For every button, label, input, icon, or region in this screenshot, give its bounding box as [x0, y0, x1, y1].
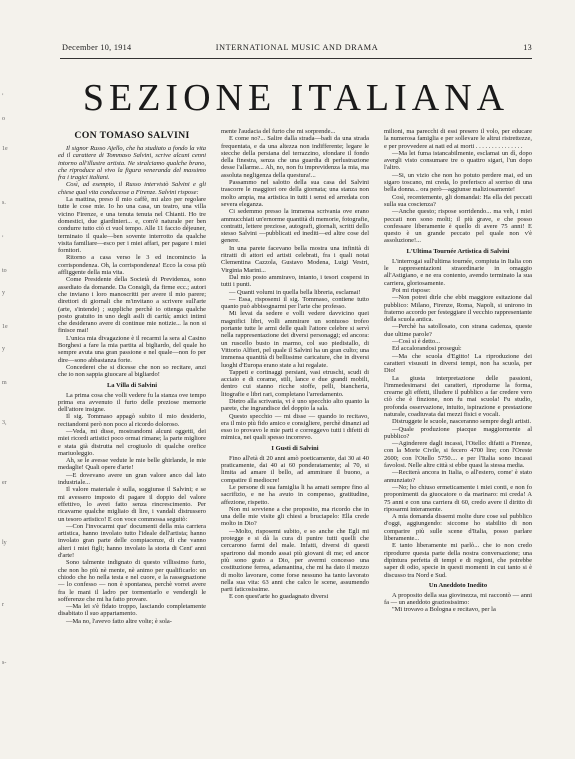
paragraph: A proposito della sua giovinezza, mi raccontò — anni fa — un aneddoto graziosissimo: [384, 591, 532, 607]
binding-edge: , o 1e s. , to y 1e y m 3, er ly r s- [2, 90, 8, 666]
paragraph: Ci sedemmo presso la immensa scrivania ove erano ammucchiati un'ernorme quantità di memorie, fotografie, contratti, lettere preziose, autografi, giornali, scritti dello stesso Salvini —pubblicati ed inediti—ed altre cose del genere. [221, 208, 369, 245]
paragraph: Così, ad esempio, il Russo intervistò Salvini e gli chiese qual vita conducesse a Firenze. Salvini rispose: [58, 181, 206, 196]
paragraph: L'interrogai sull'ultima tournée, compiuta in Italia con le rappresentazioni straordinarie in omaggio all'Astigiano, e ne era contento, avendo terminato la sua carriera, gloriosamente. [384, 257, 532, 287]
paragraph: Poi mi rispose: [392, 286, 431, 294]
paragraph: Mi levai da sedere e volli vedere davvicino quei magnifici libri, volli ammirare un sontuoso trofeo portante tutte le armi delle quali l'attore celebre si servì nella rappresentazione dei diversi personaggi; ed ancora: un ruscello busto in marmo, col suo piedistallo, di Vittorio Alfieri, pel quale il Salvini ha un gran culto; una immensa quantità di bellissime caricature, che in diversi luoghi d'Europa erano state a lui regalate. [221, 310, 369, 369]
paragraph: Le persone di sua famiglia li ha amati sempre fino al sacrifizio, e ne ha avuto in compenso, gratitudine, affezione, rispetto. [221, 483, 369, 506]
magazine-name: INTERNATIONAL MUSIC AND DRAMA [215, 43, 379, 52]
paragraph: —Non potrei dirle che ebbi maggiore esitazione dal pubblico: Milano, Firenze, Roma, Napoli, si unirono in fraterno accordo per festeggiare il vecchio rappresentante della scuola antica. [384, 294, 532, 324]
paragraph: La mattina, preso il mio caffè, mi alzo per regolare tutte le cose mie. Io ho una casa, un teatro, una villa vicino Firenze, e una tenuta tenuta nel Chianti. Ho tre domestici, due giardinieri... e, com'è naturale per ben condurre tutto ciò ci vuol tempo. Alle 11 faccio déjeuner, terminato il quale—ben sovente interrotto da qualche visita familiare—esco per i miei affari, per pagare i miei fornitori. [58, 196, 206, 255]
paragraph: L'unica mia divagazione è il recarmi la sera al Casino Borghesi a fare la mia partita al bigliardo, del quale ho sempre avuta una gran passione e nel quale—non fo per dire—sono abbastanza forte. [58, 334, 206, 364]
paragraph: Il signor Russo Ajello, che ha studiato a fondo la vita ed il carattere di Tommaso Salvini, scrive alcuni cenni intorno all'illustre artista. Ne stralciamo qualche brano, che riproduce al vivo la figura veneranda del massimo fra i tragici italiani. [58, 145, 206, 182]
paragraph: Distruggete le scuole, nasceranno sempre degli artisti. [392, 418, 532, 426]
paragraph: —Ma lei s'è fidato troppo, lasciando completamente disabitato il suo appartamento. [58, 603, 206, 618]
paragraph: La giusta interpretazione delle passioni, l'immedesimarsi dei caratteri, riprodurne la forma, crearne gli effetti, illudere il pubblico a far credere vero ciò che è finzione, non fu mai scuola! Fu studio, profonda osservazione, intuito, ispirazione e prestazione naturale, coadiuvata dai mezzi fisici e vocali. [384, 374, 532, 418]
paragraph: —Reciterà ancora in Italia, o all'estero, come' è stato annunziato? [384, 469, 532, 484]
subheading: La Villa di Salvini [106, 381, 158, 389]
paragraph: —Perchè ha satollosato, con strana cadenza, queste due ultime parole? [384, 323, 532, 338]
article-heading: CON TOMASO SALVINI [74, 130, 190, 141]
paragraph: —Con l'invocarmi que' documenti della mia carriera artistica, hanno involato tutto l'ideale dell'artista; hanno involato gran parte delle compiacenze, di che vanno alteri i miei figli; hanno involato la storia di Cent' anni d'arte! [58, 522, 206, 560]
subheading: Un Aneddoto Inedito [428, 581, 488, 589]
paragraph: —Si, un vizio che non ho potuto perdere mai, ed un sigaro toscano, mi creda, lo preferisco al sorriso di una bella donna... ora però—aggiunse maliziosamente! [384, 171, 532, 194]
paragraph: —Anche questo; rispose sorridendo... ma veh, i miei peccati non sono molti; il più grave, e che posso confessare liberamente è quello di avere 75 anni! E questo è un grande peccato pel quale non v'è assoluzione!... [384, 208, 532, 245]
paragraph: —Aginderere dagli incassi, l'Otello: difatti a Firenze, con la Morte Civile, si fecero 4700 lire; con l'Oreste 2600; con l'Otello 5750.... e per l'Italia sono incassi favolosi. Nelle altre città si ebbe quasi la stessa media. [384, 440, 532, 470]
paragraph: A mia domanda dissemi molte dure cose sul pubblico d'oggi, aggiungendo: siccome ho stabilito di non comparire più sulle scene d'Italia, posso parlare liberamente... [384, 513, 532, 543]
paragraph: Ed accalorandosi proseguì: [392, 345, 462, 353]
paragraph: Sono talmente indignato di questo villissimo furto, che non ho più nè mente, nè animo per qualificarlo: un chiodo che ho nella testa e nel cuore, e la rassegnazione — lo confesso — non è spontanea, perchè vorrei avere fra le mani il ladro per tormentarlo e vendergli le sofferenze che mi ha fatto provare. [58, 559, 206, 603]
paragraph: Tappeti e cortinaggi persiani, vasi etruschi, scudi di acciaio e di corame, stili, lance e due grandi mobili, dentro cui stanno ricche stoffe, pelli, biancheria, litografie e libri rari, completano l'arredamento. [221, 368, 369, 398]
paragraph: —Quale produzione piacque maggiormente al pubblico? [384, 425, 532, 440]
paragraph: In una parete facevano bella mostra una infinità di ritratti di attori ed artisti celebrati, fra i quali notai Clementina Cazzola, Gustavo Modena, Luigi Vestri, Virginia Marini... [221, 244, 369, 274]
paragraph: E come no?... Salire dalla strada—badi da una strada frequentata, e da una altezza non indifferente; legare le stecche della persiana del terrazzino, sfondare il fondo della finestra, senza che una guardia di perlustrazione desse l'allarme... Ah, no, non fu imprevidenza la mia, ma assoluta negligenza della questura!... [221, 135, 369, 179]
column-3 [384, 128, 532, 754]
paragraph: Così, recentemente, gli domandai: Ha ella dei peccati sulla sua coscienza? [384, 193, 532, 208]
paragraph: —No; ho chiuso ermeticamente i miei conti, e non fo proponimenti da giuocatore o da marinaro: mi creda! A 75 anni e con una carriera di 60, credo avere il diritto di riposarmi interamente. [384, 483, 532, 513]
paragraph: E con quest'arte ho guadagnato diversi [229, 593, 329, 601]
paragraph: — Essa, risposemi il sig. Tommaso, contiene tutto quanto può abbisognarmi per l'arte che professo. [221, 295, 369, 311]
paragraph: Come Presidente della Società di Previdenza, sono assediato da domande. Da Consigli, da firme ecc.; autori che inviano i loro manoscritti per avere il mio parere; direttori di giornali che m'invitano a scrivere sull'arte (arte, s'intende) ; suppliche perchè io ottenga qualche posto gratuito in uno degli asili di carità; amici intimi che desiderano avere di continue mie notizie... la non si finisce mai! [58, 276, 206, 335]
paragraph: Dal mio posto ammiravo, intanto, i tesori cospersi in tutti i punti. [221, 273, 369, 289]
column-2 [221, 128, 369, 754]
paragraph: —Ma lei fuma istancabilmente, esclamai un dì, dopo avergli visto consumare tre o quattro sigari, l'un dopo l'altro. [384, 149, 532, 172]
paragraph: Ritorno a casa verso le 3 ed incomincio la corrispondenza. Oh, la corrispondenza! Ecco la cosa più affliggente della mia vita. [58, 254, 206, 277]
paragraph: —Ma no, l'avevo fatto altre volte; è sola- [66, 617, 172, 625]
paragraph: —Veda, mi disse, mostrandomi alcuni oggetti, dei miei ricordi artistici poco ormai rimane; la parte migliore e stata già distrutta nel crogiuolo di qualche orefice mariuoleggio. [58, 427, 206, 457]
paragraph: E tanto liberamente mi parlò... che io non credo riprodurre questa parte della nostra conversazione; una dipintura perfetta di tempi e di regioni, che potrebbe saper di odio, specie in questi momenti in cui tanto si è discusso tra Nord e Sud. [384, 542, 532, 579]
paragraph: —Ma che scuola d'Egitto! La riproduzione dei caratteri visusuti in diversi tempi, non ha scuola, per Dio! [384, 352, 532, 375]
paragraph: milioni, ma parecchi di essi presero il volo, per educare la numerosa famiglia e per sollevare le altrui ristrettezze, e per provvedere ai nati ed ai morti . . . . . . . . . . . . . . . [384, 128, 532, 150]
issue-date: December 10, 1914 [62, 43, 132, 52]
paragraph: —Molto, risposemi subito, e so anche che Egli mi protegge e si dà la cura di punire tutti quelli che cercarono farmi del male. Infatti, diversi di questi sparirono dal mondo assai più giovani di me; ed ancor più sono grato a Dio, per avermi concesso una costituzione ferrea, adamantina, che mi ha dato il mezzo di molto lavorare, come forse nessuno ha tanto lavorato nella sua vita: 63 anni che calco le scene, assumendo parti faticosissime. [221, 527, 369, 594]
paragraph: —E dovevano avere un gran valore anco dal lato industriale... [58, 471, 206, 487]
paragraph: — Quanti volumi in quella bella libreria, esclamai! [229, 288, 361, 296]
page-number: 13 [523, 43, 532, 52]
header-rule [60, 58, 532, 59]
paragraph: —Così si è detto... [392, 338, 440, 346]
paragraph: mente l'audacia del furto che mi sorprende... [221, 128, 336, 135]
article-columns [58, 128, 534, 754]
paragraph: Non mi sovviene a che proposito, ma ricordo che in una delle mie visite gli chiesi a bruciapelo: Ella crede molto in Dio? [221, 505, 369, 528]
paragraph: Ah, se le avesse vedute le mie belle ghirlande, le mie medaglie! Quali opere d'arte! [58, 457, 206, 472]
paragraph: Dietro alla scrivania, vi è uno specchio alto quanto la parete, che ingrandisce del doppio la sala. [221, 397, 369, 413]
paragraph: Concederei che si dicesse che non so recitare, anzi che io non sappia giuocare al bigliardo! [58, 363, 206, 379]
section-title: SEZIONE ITALIANA [82, 77, 510, 119]
paragraph: Passammo nel salotto della sua casa del Salvini trascorre le maggiori ore della giornata; una stanza non molto ampia, ma artistica in tutti i sensi ed arredata con severa eleganza. [221, 179, 369, 208]
column-1 [58, 128, 206, 754]
paragraph: Questo specchio — mi disse — quando io recitavo, era il mio più fido amico e consigliere, perchè dinanzi ad esso io provavo le mie parti e correggevo tutti i difetti di mimica, nei quali spesso incorrevo. [221, 412, 369, 442]
paragraph: Fino all'età di 20 anni amò poeticamente, dai 30 ai 40 praticamente, dai 40 ai 60 ponderatamente; al 70, si limita ad amare il bello, ad ammirare il buono, a compatire il mediocre! [221, 454, 369, 484]
paragraph: "Mi trovavo a Bologna e recitavo, per la [392, 606, 496, 614]
subheading: L'Ultima Tournée Artistica di Salvini [406, 247, 510, 255]
paragraph: Il sig. Tommaso appagò subito il mio desiderio, recitandomi però non poco al ricordo doloroso. [58, 413, 206, 428]
paragraph: Il valore materiale è sulla, soggiunse il Salvini; e se mi avessero imposto di pagare il doppio del valore effettivo, lo avrei fatto senza rincrescimento. Per ricavarne qualche migliaio di lire, i vandali distrussero un tesoro artistico! E con voce commossa seguitò: [58, 486, 206, 523]
running-header [62, 43, 532, 55]
paragraph: La prima cosa che volli vedere fu la stanza ove tempo prima era avvenuto il furto delle preziose memorie dell'attore insigne. [58, 391, 206, 414]
subheading: I Gusti di Salvini [271, 444, 319, 452]
